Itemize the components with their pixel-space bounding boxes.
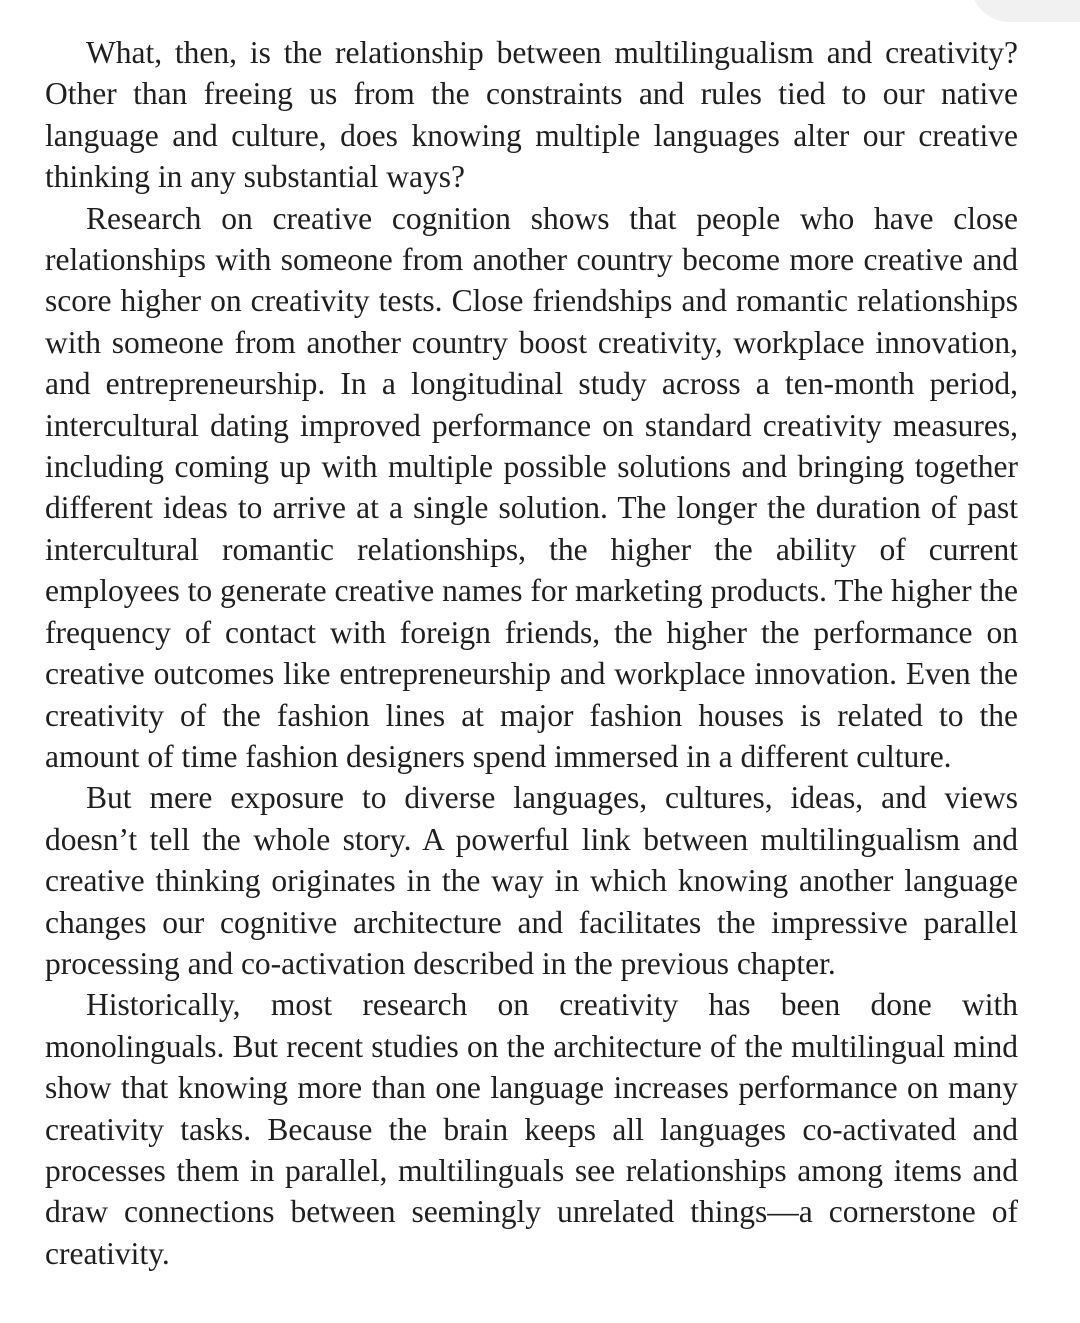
paragraph-2: Research on creative cognition shows that people who have close relationships with someone from another country become more creative and score higher on creativity tests. Close friendships and romantic relationships with someone from another country boost creativity, workplace innovation, and entrepreneurship. In a longitudinal study across a ten-month period, intercultural dating improved performance on standard creativity measures, including coming up with multiple possible solutions and bringing together different ideas to arrive at a single solution. The longer the duration of past intercultural romantic relationships, the higher the ability of current employees to generate creative names for marketing products. The higher the frequency of contact with foreign friends, the higher the performance on creative outcomes like entrepreneurship and workplace innovation. Even the creativity of the fashion lines at major fashion houses is related to the amount of time fashion designers spend immersed in a different culture. bbox=[45, 200, 1018, 774]
paragraph-1: What, then, is the relationship between multilingualism and creativity? Other than freeing us from the constraints and rules tied to our native language and culture, does knowing multiple languages alter our creative thinking in any substantial ways? bbox=[45, 35, 1018, 195]
paragraph-4: Historically, most research on creativity has been done with monolinguals. But recent studies on the architecture of the multilingual mind show that knowing more than one language increases performance on many creativity tasks. Because the brain keeps all languages co-activated and processes them in parallel, multilinguals see relationships among items and draw connections between seemingly unrelated things—a cornerstone of creativity. bbox=[45, 987, 1018, 1271]
corner-shade bbox=[970, 0, 1080, 22]
document-body bbox=[45, 32, 1018, 1274]
paragraph-3: But mere exposure to diverse languages, cultures, ideas, and views doesn’t tell the whole story. A powerful link between multilingualism and creative thinking originates in the way in which knowing another language changes our cognitive architecture and facilitates the impressive parallel processing and co-activation described in the previous chapter. bbox=[45, 780, 1018, 981]
